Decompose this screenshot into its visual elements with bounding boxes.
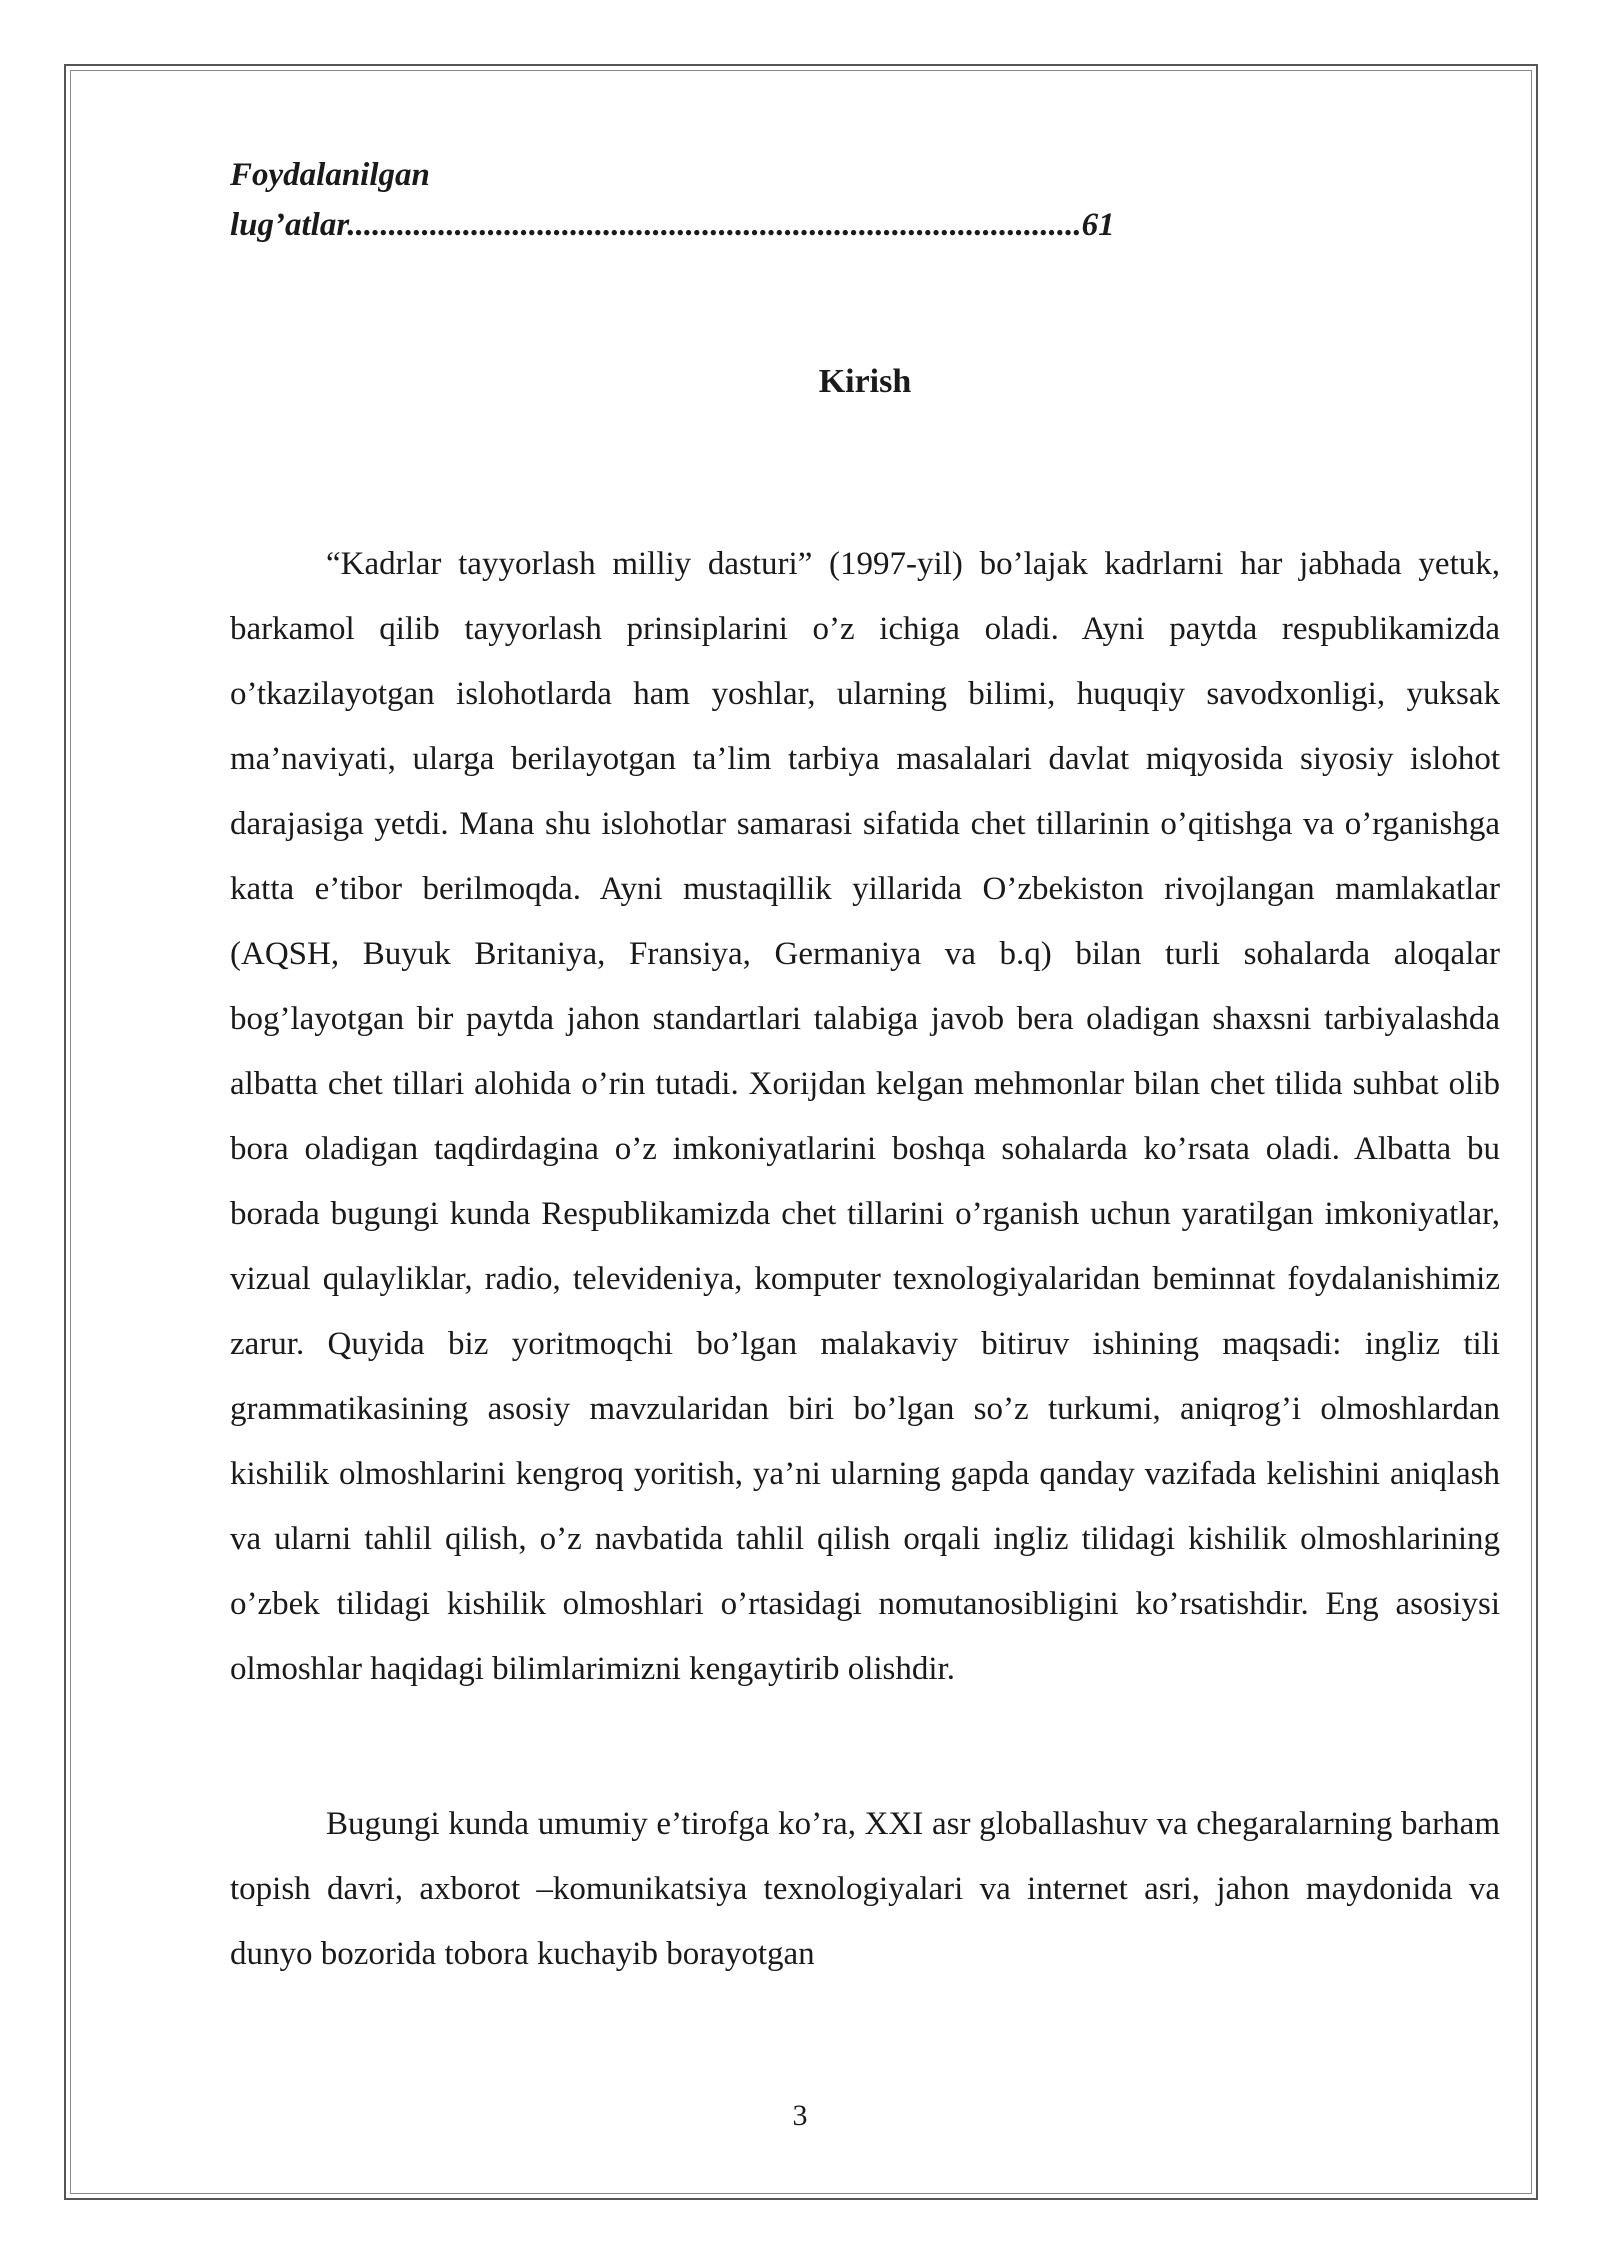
toc-entry-leader: lug’atlar.........................................................................................61: [230, 207, 1115, 243]
page-number: 3: [792, 2099, 808, 2132]
body-paragraph: “Kadrlar tayyorlash milliy dasturi” (1997-yil) bo’lajak kadrlarni har jabhada yetuk, barkamol qilib tayyorlash prinsiplarini o’z ichiga oladi. Ayni paytda respublikamizda o’tkazilayotgan islohotlarda ham yoshlar, ularning bilimi, huquqiy savodxonligi, yuksak ma’naviyati, ularga berilayotgan ta’lim tarbiya masalalari davlat miqyosida siyosiy islohot darajasiga yetdi. Mana shu islohotlar samarasi sifatida chet tillarinin o’qitishga va o’rganishga katta e’tibor berilmoqda. Ayni mustaqillik yillarida O’zbekiston rivojlangan mamlakatlar (AQSH, Buyuk Britaniya, Fransiya, Germaniya va b.q) bilan turli sohalarda aloqalar bog’layotgan bir paytda jahon standartlari talabiga javob bera oladigan shaxsni tarbiyalashda albatta chet tillari alohida o’rin tutadi. Xorijdan kelgan mehmonlar bilan chet tilida suhbat olib bora oladigan taqdirdagina o’z imkoniyatlarini boshqa sohalarda ko’rsata oladi. Albatta bu borada bugungi kunda Respublikamizda chet tillarini o’rganish uchun yaratilgan imkoniyatlar, vizual qulayliklar, radio, televideniya, komputer texnologiyalaridan beminnat foydalanishimiz zarur. Quyida biz yoritmoqchi bo’lgan malakaviy bitiruv ishining maqsadi: ingliz tili grammatikasining asosiy mavzularidan biri bo’lgan so’z turkumi, aniqrog’i olmoshlardan kishilik olmoshlarini kengroq yoritish, ya’ni ularning gapda qanday vazifada kelishini aniqlash va ularni tahlil qilish, o’z navbatida tahlil qilish orqali ingliz tilidagi kishilik olmoshlarining o’zbek tilidagi kishilik olmoshlari o’rtasidagi nomutanosibligini ko’rsatishdir. Eng asosiysi olmoshlar haqidagi bilimlarimizni kengaytirib olishdir.: [230, 546, 1500, 1687]
toc-entry: [230, 150, 1500, 250]
page-content: [230, 150, 1500, 1972]
section-title: Kirish: [818, 363, 912, 400]
toc-entry-title: Foydalanilgan: [230, 157, 430, 193]
body-paragraph: Bugungi kunda umumiy e’tirofga ko’ra, XXI asr globallashuv va chegaralarning barham topish davri, axborot –komunikatsiya texnologiyalari va internet asri, jahon maydonida va dunyo bozorida tobora kuchayib borayotgan: [230, 1806, 1500, 1972]
